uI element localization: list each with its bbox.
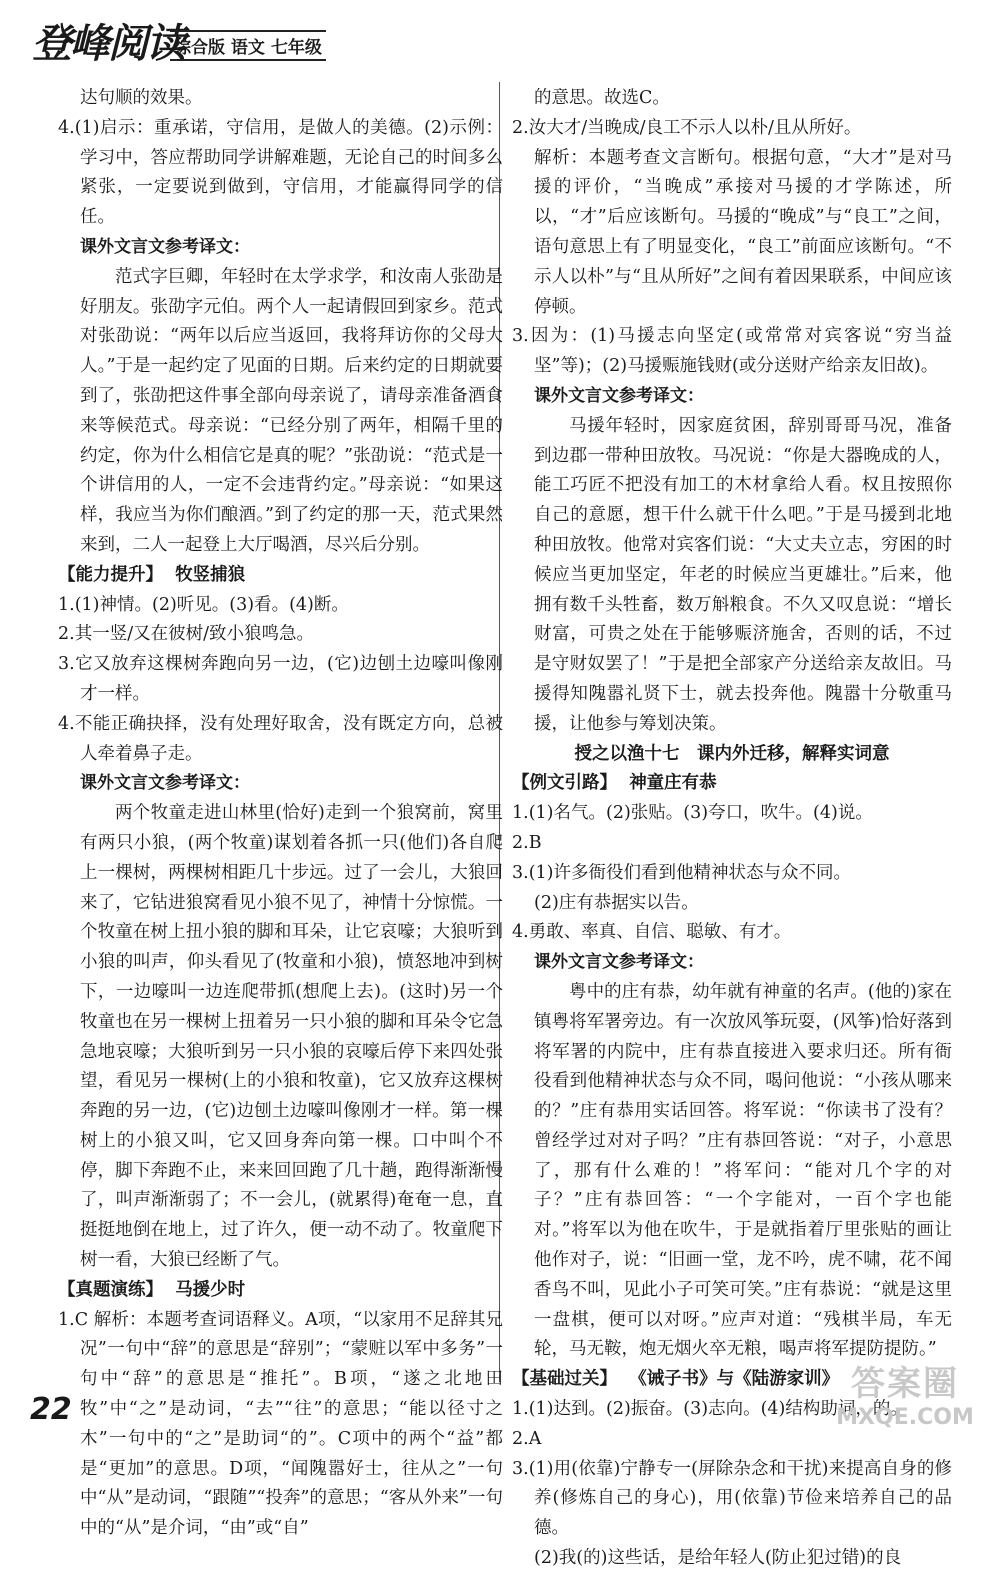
- translation-text: 范式字巨卿，年轻时在太学求学，和汝南人张劭是好朋友。张劭字元伯。两个人一起请假回到家乡。范式对张劭说：“两年以后应当返回，我将拜访你的父母大人。”于是一起约定了见面的日期。后来约定的日期就要到了，张劭把这件事全部向母亲说了，请母亲准备酒食来等候范式。母亲说：“已经分别了两年，相隔千里的约定，你为什么相信它是真的呢？”张劭说：“范式是一个讲信用的人，一定不会违背约定。”母亲说：“如果这样，我应当为你们酿酒。”到了约定的那一天，范式果然来到，二人一起登上大厅喝酒，尽兴后分别。: [80, 266, 503, 555]
- answer-item: 1.(1)名气。(2)张贴。(3)夸口，吹牛。(4)说。: [512, 803, 873, 824]
- answer-item: 2.A: [512, 1428, 542, 1449]
- section-tag: 【能力提升】: [58, 564, 163, 585]
- edition-label: 综合版 语文 七年级: [170, 30, 326, 61]
- unit-title: 授之以渔十七 课内外迁移，解释实词意: [574, 743, 890, 764]
- translation-text: 两个牧童走进山林里(恰好)走到一个狼窝前，窝里有两只小狼，(两个牧童)谋划着各抓一只(他们)各自爬上一棵树，两棵树相距几十步远。过了一会儿，大狼回来了，它钻进狼窝看见小狼不见了，神情十分惊慌。一个牧童在树上扭小狼的脚和耳朵，让它哀嚎；大狼听到小狼的叫声，仰头看见了(牧童和小狼)，愤怒地冲到树下，一边嚎叫一边连爬带抓(想爬上去)。(这时)另一个牧童也在另一棵树上扭着另一只小狼的脚和耳朵令它急急地哀嚎；大狼听到另一只小狼的哀嚎后停下来四处张望，看见另一棵树(上的小狼和牧童)，它又放弃这棵树奔跑的另一边，(它)边刨土边嚎叫像刚才一样。第一棵树上的小狼又叫，它又回身奔向第一棵。口中叫个不停，脚下奔跑不止，来来回回跑了几十趟，跑得渐渐慢了，叫声渐渐弱了；不一会儿，(就累得)奄奄一息，直挺挺地倒在地上，过了许久，便一动不动了。牧童爬下树一看，大狼已经断了气。: [80, 803, 503, 1271]
- page-number: 22: [30, 1392, 72, 1427]
- page-header: [28, 12, 348, 70]
- watermark-logo: 答案圈: [851, 1364, 959, 1404]
- analysis-text: 解析：本题考查文言断句。根据句意，“大才”是对马援的评价，“当晚成”承接对马援的才学陈述，所以，“才”后应该断句。马援的“晚成”与“良工”之间，语句意思上有了明显变化，“良工”前面应该断句。“不示人以朴”与“且从所好”之间有着因果联系，中间应该停顿。: [534, 147, 952, 317]
- section-heading: [58, 561, 503, 591]
- answer-text: (2)我(的)这些话，是给年轻人(防止犯过错)的良: [534, 1548, 902, 1569]
- answer-item: 3.它又放弃这棵树奔跑向另一边，(它)边刨土边嚎叫像刚才一样。: [58, 654, 503, 704]
- translation-heading: 课外文言文参考译文：: [80, 236, 250, 257]
- answer-item: 2.其一竖/又在彼树/致小狼鸣急。: [58, 624, 314, 645]
- right-column: [512, 84, 952, 1574]
- translation-heading: 课外文言文参考译文：: [534, 952, 704, 973]
- section-heading: [58, 1276, 503, 1306]
- answer-text: (2)庄有恭据实以告。: [534, 892, 699, 913]
- section-heading: [512, 769, 952, 799]
- left-column: [58, 84, 503, 1544]
- answer-item: 3.(1)用(依靠)宁静专一(屏除杂念和干扰)来提高自身的修养(修炼自己的身心)，用(依靠)节俭来培养自己的品德。: [512, 1458, 952, 1539]
- answer-item: 3.因为：(1)马援志向坚定(或常常对宾客说“穷当益坚”等)；(2)马援赈施钱财(或分送财产给亲友旧故)。: [512, 326, 952, 377]
- section-tag: 【基础过关】: [512, 1369, 617, 1390]
- site-watermark: [830, 1356, 980, 1436]
- answer-item: 2.汝大才/当晚成/良工不示人以朴/且从所好。: [512, 117, 862, 138]
- translation-text: 马援年轻时，因家庭贫困，辞别哥哥马况，准备到边郡一带种田放牧。马况说：“你是大器晚成的人，能工巧匠不把没有加工的木材拿给人看。权且按照你自己的意愿，想干什么就干什么吧。”于是马援到北地种田放牧。他常对宾客们说：“大丈夫立志，穷困的时候应当更加坚定，年老的时候应当更雄壮。”后来，他拥有数千头牲畜，数万斛粮食。不久又叹息说：“增长财富，可贵之处在于能够赈济施舍，否则的话，不过是守财奴罢了！”于是把全部家产分送给亲友故旧。马援得知隗嚣礼贤下士，就去投奔他。隗嚣十分敬重马援，让他参与筹划决策。: [534, 415, 952, 734]
- section-title: 《诫子书》与《陆游家训》: [629, 1369, 840, 1390]
- answer-item: 4.(1)启示：重承诺，守信用，是做人的美德。(2)示例：学习中，答应帮助同学讲解难题，无论自己的时间多么紧张，一定要说到做到，守信用，才能赢得同学的信任。: [58, 117, 503, 228]
- section-title: 牧竖捕狼: [175, 564, 246, 585]
- series-logo: 登峰阅读: [32, 20, 184, 67]
- answer-item: 1.(1)达到。(2)振奋。(3)志向。(4)结构助词，的。: [512, 1399, 908, 1420]
- translation-heading: 课外文言文参考译文：: [80, 773, 250, 794]
- answer-item: 1.(1)神情。(2)听见。(3)看。(4)断。: [58, 594, 349, 615]
- watermark-url: MXQE.COM: [836, 1405, 974, 1430]
- section-title: 马援少时: [175, 1279, 246, 1300]
- section-tag: 【例文引路】: [512, 773, 617, 794]
- answer-item: 2.B: [512, 832, 542, 853]
- answer-item: 3.(1)许多衙役们看到他精神状态与众不同。: [512, 862, 851, 883]
- answer-text: 达句顺的效果。: [80, 88, 203, 108]
- section-tag: 【真题演练】: [58, 1279, 163, 1300]
- section-title: 神童庄有恭: [629, 773, 717, 794]
- answer-text: 的意思。故选C。: [534, 88, 670, 108]
- translation-heading: 课外文言文参考译文：: [534, 385, 704, 406]
- answer-item: 4.不能正确抉择，没有处理好取舍，没有既定方向，总被人牵着鼻子走。: [58, 713, 503, 764]
- translation-text: 粤中的庄有恭，幼年就有神童的名声。(他的)家在镇粤将军署旁边。有一次放风筝玩耍，(风筝)恰好落到将军署的内院中，庄有恭直接进入要求归还。所有衙役看到他精神状态与众不同，喝问他说：“小孩从哪来的？”庄有恭用实话回答。将军说：“你读书了没有？曾经学过对对子吗？”庄有恭回答说：“对子，小意思了，那有什么难的！”将军问：“能对几个字的对子？”庄有恭回答：“一个字能对，一百个字也能对。”将军以为他在吹牛，于是就指着厅里张贴的画让他作对子，说：“旧画一堂，龙不吟，虎不啸，花不闻香鸟不叫，见此小子可笑可笑。”庄有恭说：“就是这里一盘棋，便可以对呀。”应声对道：“残棋半局，车无轮，马无鞍，炮无烟火卒无粮，喝声将军提防提防。”: [534, 981, 952, 1360]
- answer-item: 4.勇敢、率真、自信、聪敏、有才。: [512, 922, 792, 943]
- answer-item: 1.C 解析：本题考查词语释义。A项，“以家用不足辞其兄况”一句中“辞”的意思是“辞别”；“蒙赃以军中多务”一句中“辞”的意思是“推托”。B项，“遂之北地田牧”中“之”是动词，“去”“往”的意思；“能以径寸之木”一句中的“之”是助词“的”。C项中的两个“益”都是“更加”的意思。D项，“闻隗嚣好士，往从之”一句中“从”是动词，“跟随”“投奔”的意思；“客从外来”一句中的“从”是介词，“由”或“自”: [58, 1309, 503, 1539]
